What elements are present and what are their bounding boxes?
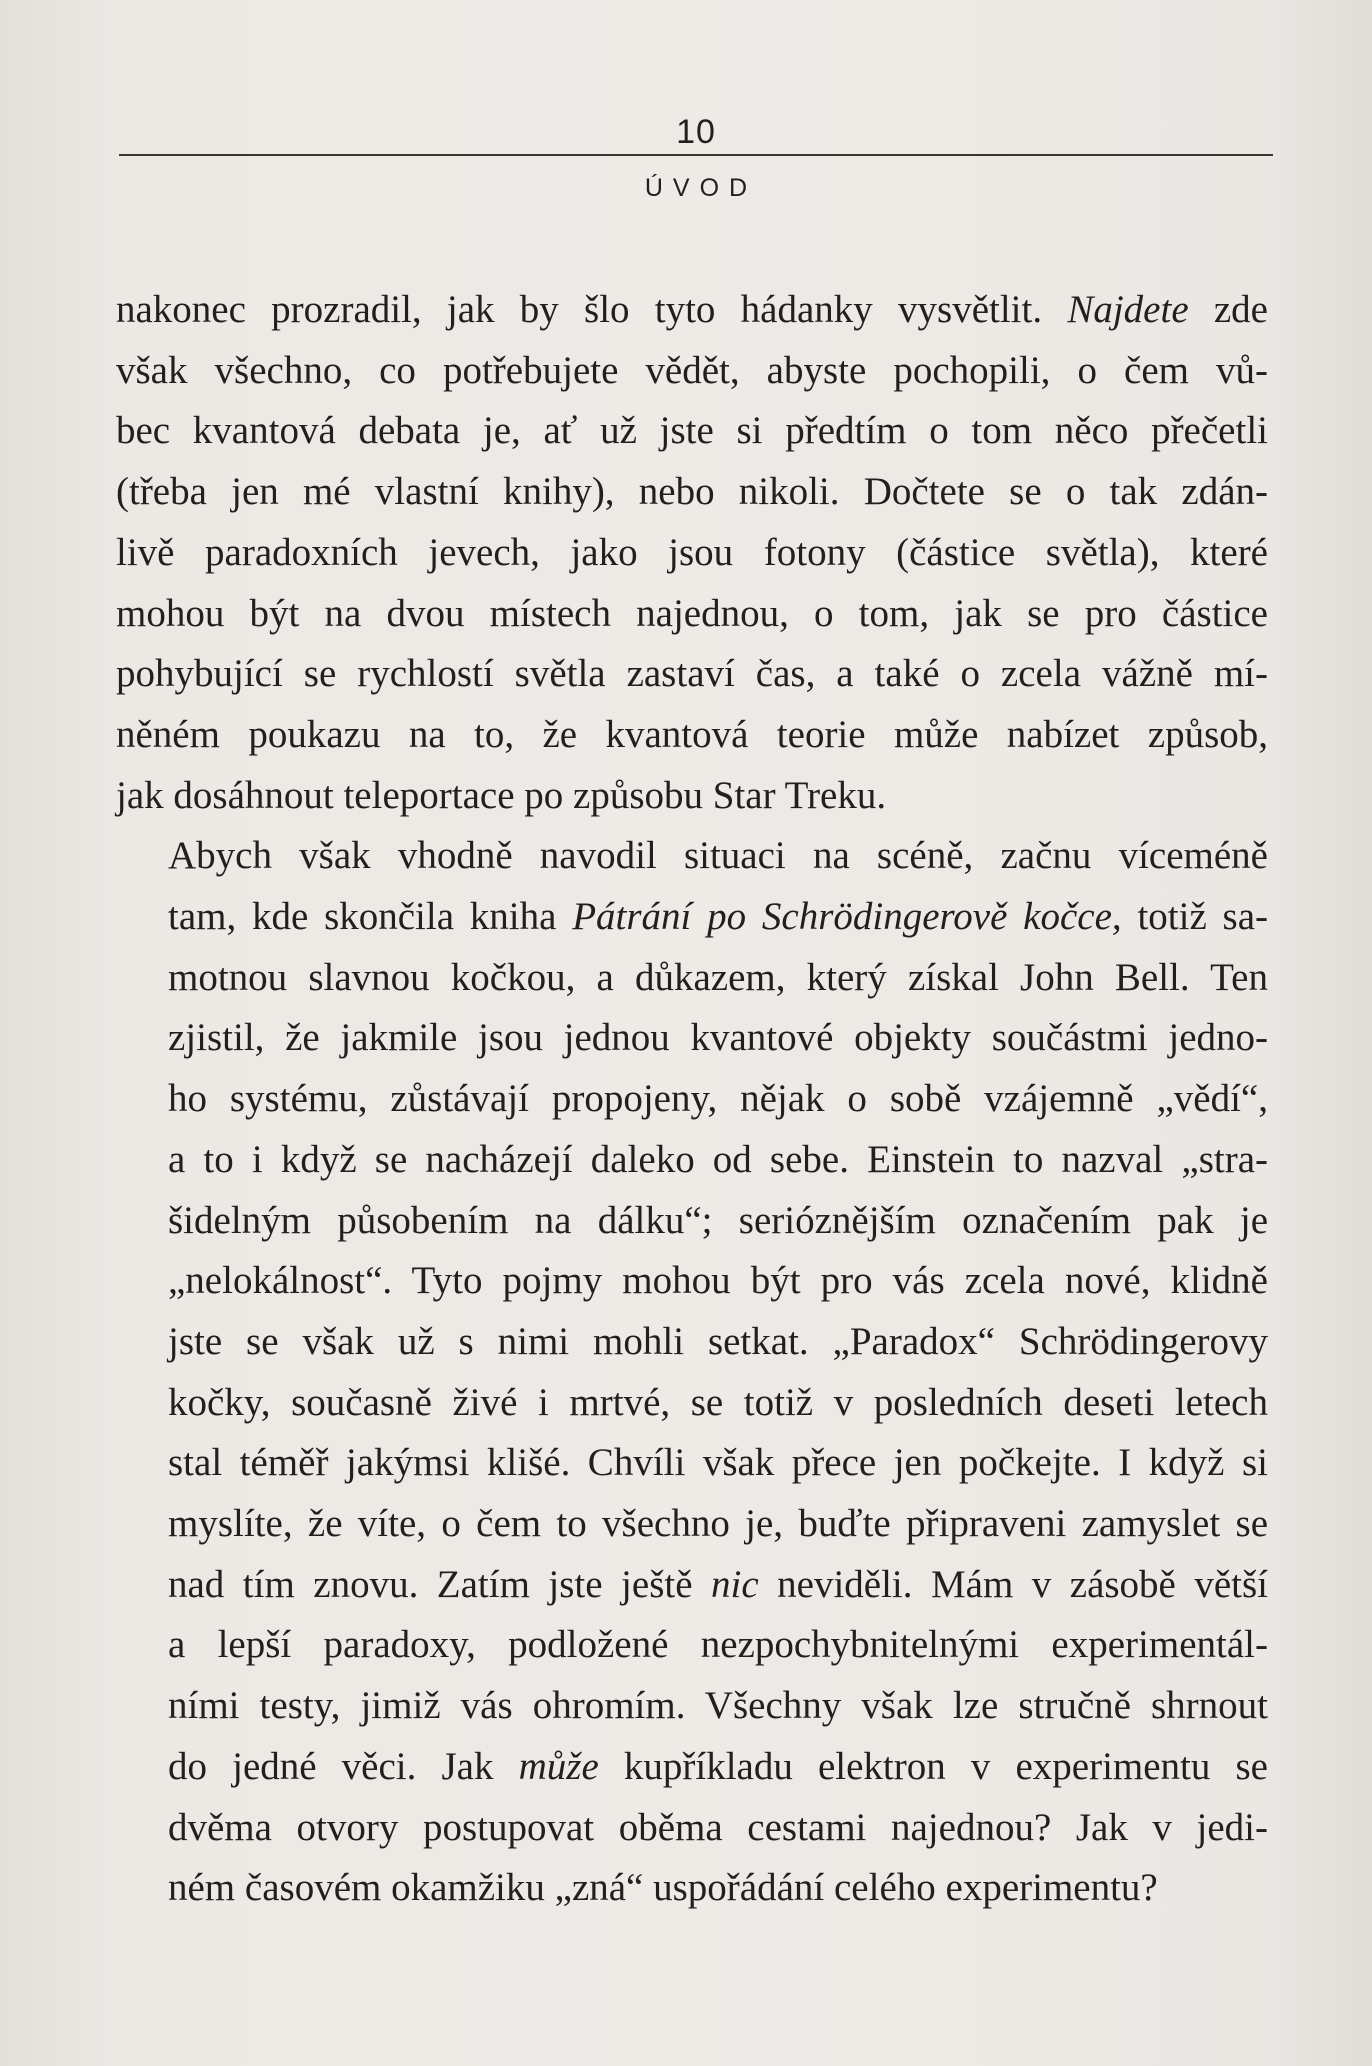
- text-line: [116, 341, 1268, 402]
- text-run: livě paradoxních jevech, jako jsou fotony (částice světla), které: [116, 530, 1268, 574]
- text-run: kupříkladu elektron v experimentu se: [598, 1744, 1268, 1788]
- text-run: něném poukazu na to, že kvantová teorie může nabízet způsob,: [116, 712, 1268, 756]
- text-line: [116, 887, 1268, 948]
- text-line: [116, 1494, 1268, 1555]
- text-line: [116, 1798, 1268, 1859]
- text-run: mohou být na dvou místech najednou, o tom, jak se pro částice: [116, 591, 1268, 635]
- text-line: [116, 462, 1268, 523]
- text-line: [116, 1130, 1268, 1191]
- text-line: [116, 1312, 1268, 1373]
- text-run: zde: [1188, 288, 1268, 331]
- text-line: [116, 1676, 1268, 1737]
- text-line: [116, 523, 1268, 584]
- text-line: [116, 1251, 1268, 1312]
- text-run: stal téměř jakýmsi klišé. Chvíli však přece jen počkejte. I když si: [168, 1441, 1268, 1485]
- text-line: [116, 1433, 1268, 1494]
- text-run: kočky, současně živé i mrtvé, se totiž v posledních deseti letech: [168, 1380, 1268, 1424]
- text-line: [116, 1008, 1268, 1069]
- header-rule: [119, 154, 1273, 156]
- text-run: nakonec prozradil, jak by šlo tyto hádanky vysvětlit.: [116, 288, 1068, 331]
- italic-text: Najdete: [1067, 288, 1189, 331]
- text-run: a to i když se nacházejí daleko od sebe. Einstein to nazval „stra-: [168, 1137, 1268, 1181]
- text-run: dvěma otvory postupovat oběma cestami najednou? Jak v jedi-: [168, 1805, 1268, 1849]
- body-text: [116, 280, 1268, 1919]
- text-run: zjistil, že jakmile jsou jednou kvantové objekty součástmi jedno-: [168, 1016, 1268, 1060]
- text-run: jak dosáhnout teleportace po způsobu Star Treku.: [116, 773, 887, 817]
- text-run: totiž sa-: [1121, 895, 1268, 939]
- text-line: [116, 584, 1268, 645]
- text-run: myslíte, že víte, o čem to všechno je, buďte připraveni zamyslet se: [168, 1502, 1268, 1546]
- text-run: šidelným působením na dálku“; serióznějším označením pak je: [168, 1198, 1268, 1242]
- text-line: [116, 1615, 1268, 1676]
- text-line: [116, 401, 1268, 462]
- text-run: ními testy, jimiž vás ohromím. Všechny však lze stručně shrnout: [168, 1684, 1268, 1728]
- text-run: motnou slavnou kočkou, a důkazem, který získal John Bell. Ten: [168, 955, 1268, 999]
- text-line: [116, 766, 1268, 827]
- text-line: [116, 1069, 1268, 1130]
- italic-text: Pátrání po Schrödingerově kočce,: [572, 895, 1122, 939]
- text-run: ho systému, zůstávají propojeny, nějak o sobě vzájemně „vědí“,: [168, 1077, 1268, 1121]
- text-line: [116, 644, 1268, 705]
- text-line: [116, 1555, 1268, 1616]
- text-line: [116, 280, 1268, 341]
- text-run: „nelokálnost“. Tyto pojmy mohou být pro vás zcela nové, klidně: [168, 1259, 1268, 1303]
- text-line: [116, 705, 1268, 766]
- page-header: [119, 112, 1273, 203]
- text-run: pohybující se rychlostí světla zastaví čas, a také o zcela vážně mí-: [116, 652, 1268, 696]
- italic-text: nic: [711, 1562, 759, 1606]
- text-line: [116, 1858, 1268, 1919]
- text-line: [116, 1191, 1268, 1252]
- text-line: [116, 1373, 1268, 1434]
- page-number: 10: [676, 113, 716, 151]
- text-run: neviděli. Mám v zásobě větší: [758, 1562, 1268, 1606]
- text-run: (třeba jen mé vlastní knihy), nebo nikoli. Dočtete se o tak zdán-: [116, 470, 1268, 514]
- text-run: tam, kde skončila kniha: [168, 895, 573, 939]
- text-run: a lepší paradoxy, podložené nezpochybnitelnými experimentál-: [168, 1623, 1268, 1667]
- paragraph: [116, 280, 1268, 826]
- text-line: [116, 826, 1268, 887]
- italic-text: může: [518, 1744, 599, 1788]
- paragraph: [116, 826, 1268, 1919]
- text-run: však všechno, co potřebujete vědět, abyste pochopili, o čem vů-: [116, 348, 1268, 392]
- text-run: do jedné věci. Jak: [168, 1744, 519, 1788]
- running-head: ÚVOD: [644, 174, 758, 202]
- text-run: bec kvantová debata je, ať už jste si předtím o tom něco přečetli: [116, 409, 1268, 453]
- text-line: [116, 948, 1268, 1009]
- text-run: ném časovém okamžiku „zná“ uspořádání celého experimentu?: [168, 1866, 1158, 1910]
- text-line: [116, 1737, 1268, 1798]
- text-run: Abych však vhodně navodil situaci na scéně, začnu víceméně: [168, 834, 1268, 878]
- text-run: nad tím znovu. Zatím jste ještě: [168, 1562, 711, 1606]
- text-run: jste se však už s nimi mohli setkat. „Paradox“ Schrödingerovy: [168, 1319, 1268, 1363]
